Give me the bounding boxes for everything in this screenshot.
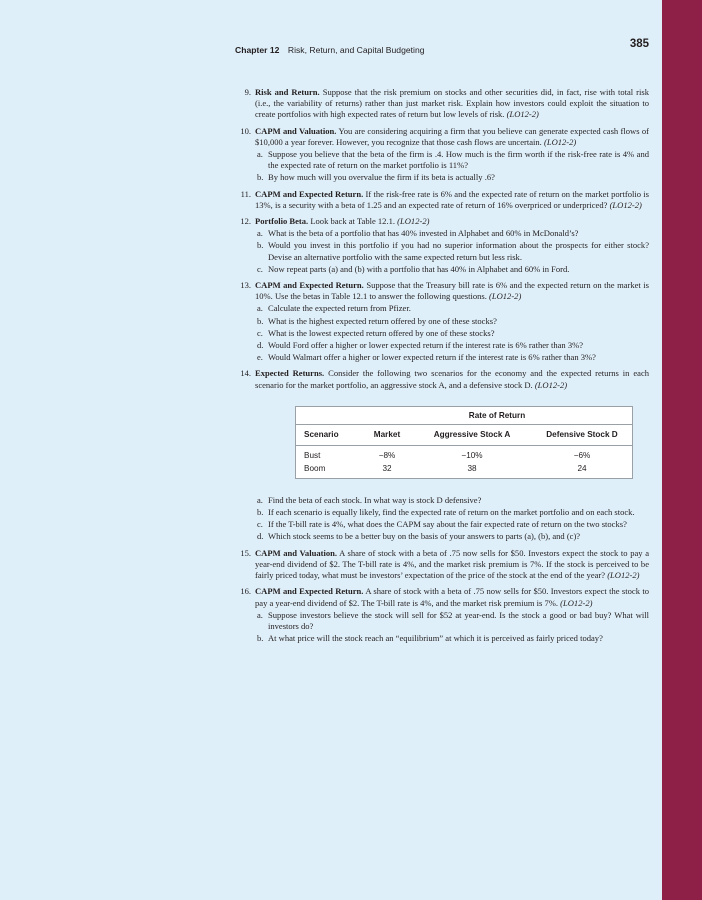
part-text: What is the beta of a portfolio that has 40% invested in Alphabet and 60% in McDonald’s? [268,228,579,239]
part-label: a. [257,303,263,314]
question-text: You are considering acquiring a firm that you believe can generate expected cash flows of $10,000 a year forever. However, you recognize that those cash flows are uncertain. [255,125,649,147]
part-label: b. [257,315,264,326]
question-number: 15. [240,547,251,558]
table-cell: Boom [304,463,326,473]
question-part [255,264,649,275]
part-label: c. [257,263,263,274]
learning-objective: (LO12-2) [397,216,430,227]
part-label: d. [257,340,264,351]
question-part [255,316,649,327]
question-title: CAPM and Valuation. [255,547,337,558]
question-part [255,303,649,314]
question-part [255,340,649,351]
table-cell: −6% [573,450,591,460]
column-header: Aggressive Stock A [412,424,532,445]
question-title: CAPM and Expected Return. [255,280,364,291]
part-label: b. [257,633,264,644]
part-text: Would Ford offer a higher or lower expected return if the interest rate is 6% rather than 3%? [268,340,584,351]
question-text: Suppose that the Treasury bill rate is 6% and the expected return on the market is 10%. Use the betas in Table 12.1 to answer the following questions. [255,280,649,302]
question-text: Look back at Table 12.1. [310,216,396,227]
part-label: a. [257,494,263,505]
running-header [235,40,649,54]
question-part [255,495,649,506]
question-15 [233,548,649,582]
question-part [255,507,649,518]
chapter-title: Risk, Return, and Capital Budgeting [287,45,425,55]
part-label: a. [257,228,263,239]
table-cell: 24 [577,463,587,473]
problem-list [233,87,649,649]
question-title: CAPM and Valuation. [255,125,337,136]
question-number: 16. [240,586,251,597]
learning-objective: (LO12-2) [534,379,568,390]
question-13 [233,280,649,363]
question-part [255,610,649,632]
part-text: If each scenario is equally likely, find the expected rate of return on the market portfolio and on each stock. [268,507,635,518]
chapter-label: Chapter 12 [235,45,280,55]
learning-objective: (LO12-2) [543,136,577,147]
question-number: 9. [244,87,251,97]
table-cell: −8% [378,450,396,460]
part-label: b. [257,172,264,183]
question-part [255,240,649,262]
part-text: At what price will the stock reach an “equilibrium” at which it is perceived as fairly priced today? [268,633,603,644]
question-9 [233,87,649,121]
table-group-header: Rate of Return [362,407,632,425]
question-16 [233,586,649,644]
question-text: Consider the following two scenarios for the economy and the expected returns in each scenario for the market portfolio, an aggressive stock A, and a defensive stock D. [255,368,650,390]
question-title: Risk and Return. [255,87,320,97]
learning-objective: (LO12-2) [560,597,593,608]
part-text: Now repeat parts (a) and (b) with a portfolio that has 40% in Alphabet and 60% in Ford. [268,263,570,274]
question-text: A share of stock with a beta of .75 now sells for $50. Investors expect the stock to pay a year-end dividend of $2. The T-bill rate is 4%, and the market risk premium is 7%. [255,586,649,608]
table-corner [296,407,362,425]
page-edge-bar [662,0,702,900]
learning-objective: (LO12-2) [609,199,642,210]
table-cell: −10% [461,450,483,460]
part-label: b. [257,507,264,518]
question-12 [233,216,649,275]
question-number: 13. [240,280,251,291]
part-text: Would Walmart offer a higher or lower expected return if the interest rate is 6% rather than 3%? [268,352,596,363]
question-number: 11. [240,188,251,199]
part-label: d. [257,531,264,542]
part-text: By how much will you overvalue the firm if its beta is actually .6? [268,172,495,183]
question-number: 12. [240,216,251,227]
question-title: Expected Returns. [255,368,325,379]
part-text: Would you invest in this portfolio if you had no superior information about the prospects for either stock? Devise an alternative portfolio with the same expected return but less risk. [268,240,649,262]
part-text: Find the beta of each stock. In what way is stock D defensive? [268,494,482,505]
question-11 [233,189,649,211]
part-text: What is the highest expected return offered by one of these stocks? [268,315,497,326]
part-label: a. [257,609,263,620]
column-header: Market [362,424,412,445]
question-text: If the risk-free rate is 6% and the expected rate of return on the market portfolio is 13%, is a security with a beta of 1.25 and an expected rate of return of 16% overpriced or underpriced? [255,188,650,210]
part-text: Calculate the expected return from Pfizer. [268,303,411,314]
question-part [255,633,649,644]
question-part [255,149,649,171]
page-number: 385 [629,38,649,50]
learning-objective: (LO12-2) [506,109,539,120]
question-title: CAPM and Expected Return. [255,586,364,597]
question-title: CAPM and Expected Return. [255,188,364,199]
question-text: A share of stock with a beta of .75 now sells for $50. Investors expect the stock to pay a year-end dividend of $2. The T-bill rate is 4%, and the market risk premium is 7%. If the stock is perceived to be fairly priced today, what must be investors’ expectation of the price of the stock at the end of the year? [255,547,649,581]
question-title: Portfolio Beta. [255,216,309,227]
question-part [255,328,649,339]
rate-of-return-table [295,406,633,479]
table-row [296,462,632,478]
part-text: Which stock seems to be a better buy on the basis of your answers to parts (a), (b), and (c)? [268,531,581,542]
table-cell: Bust [304,450,321,460]
part-label: c. [257,327,263,338]
column-header: Defensive Stock D [532,424,632,445]
learning-objective: (LO12-2) [607,570,640,581]
question-part [255,519,649,530]
question-10 [233,126,649,184]
question-text: Suppose that the risk premium on stocks and other securities did, in fact, rise with total risk (i.e., the variability of returns) rather than just market risk. Explain how investors could exploit the situation to create portfolios with high expected rates of return but low levels of risk. [255,87,649,120]
part-label: c. [257,519,263,530]
part-text: If the T-bill rate is 4%, what does the CAPM say about the fair expected rate of return on the two stocks? [268,519,627,530]
part-label: b. [257,240,264,251]
question-part [255,352,649,363]
part-label: e. [257,352,263,363]
part-label: a. [257,149,263,160]
question-part [255,172,649,183]
table-cell: 32 [382,463,392,473]
part-text: Suppose investors believe the stock will sell for $52 at year-end. Is the stock a good or bad buy? What will investors do? [268,609,649,631]
question-number: 10. [240,125,251,136]
part-text: What is the lowest expected return offered by one of these stocks? [268,327,495,338]
question-part [255,531,649,542]
part-text: Suppose you believe that the beta of the firm is .4. How much is the firm worth if the risk-free rate is 4% and the expected rate of return on the market portfolio is 11%? [268,149,649,171]
question-number: 14. [240,368,251,379]
question-part [255,228,649,239]
column-header: Scenario [296,424,362,445]
question-14 [233,368,649,542]
table-cell: 38 [467,463,477,473]
table-row [296,445,632,462]
learning-objective: (LO12-2) [489,291,522,302]
